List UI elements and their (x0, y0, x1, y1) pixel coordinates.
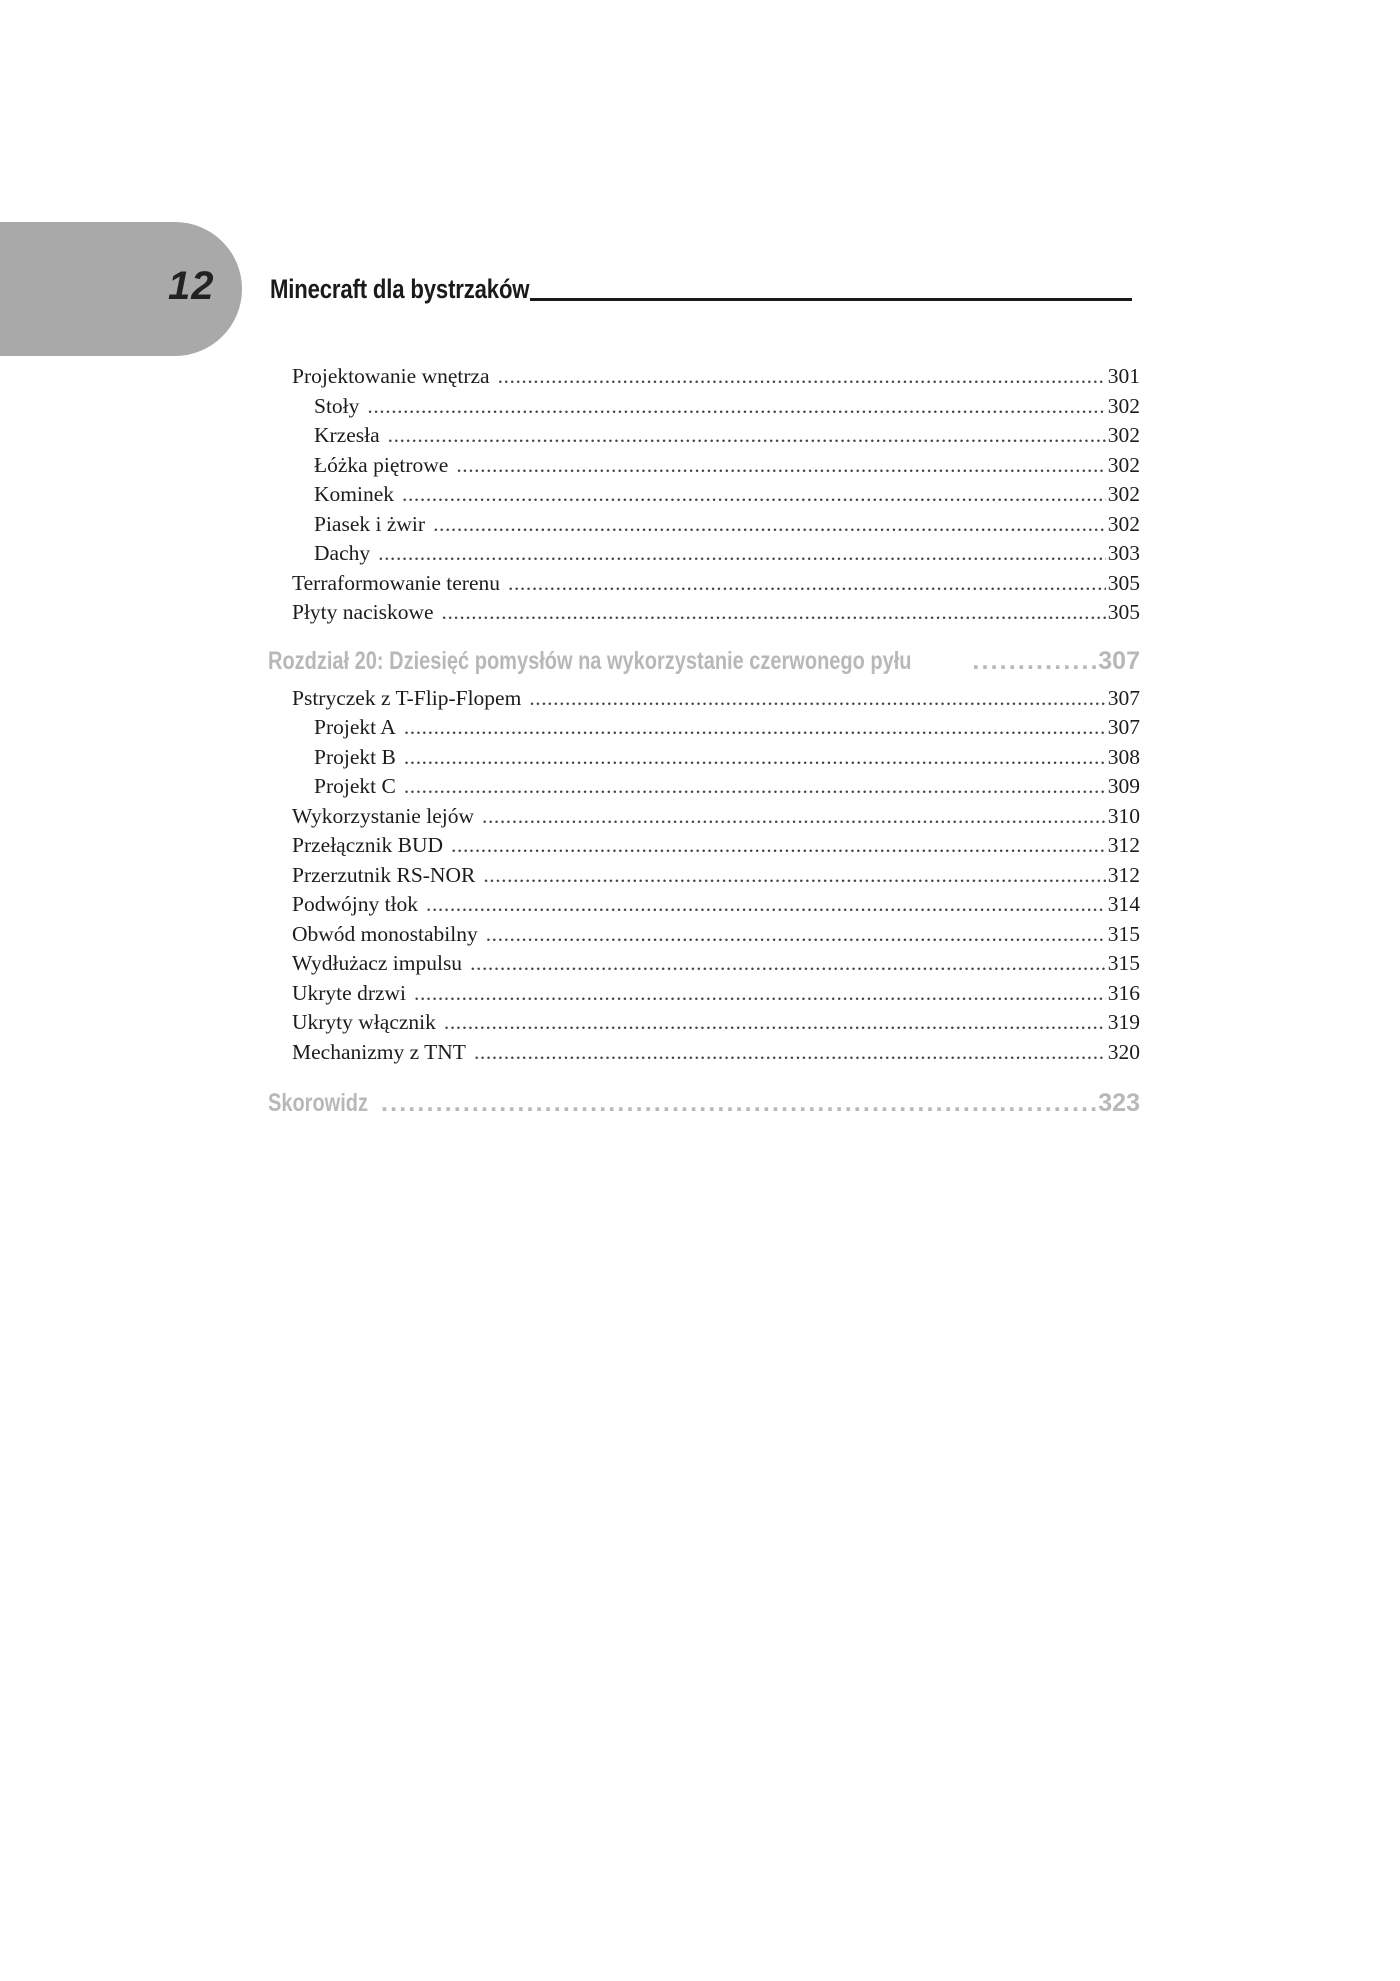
toc-dot-leader (388, 421, 1106, 451)
toc-chapter-page: 307 (1098, 646, 1140, 675)
toc-entry-title: Projekt B (314, 744, 396, 769)
toc-entry-title: Krzesła (314, 423, 380, 447)
toc-entry[interactable] (268, 362, 1140, 392)
toc-entry[interactable] (268, 421, 1140, 451)
toc-entry[interactable] (268, 890, 1140, 920)
toc-entry-page: 305 (1107, 600, 1140, 624)
toc-entry[interactable] (268, 949, 1140, 979)
toc-entry[interactable] (268, 979, 1140, 1009)
toc-chapter-20[interactable] (268, 643, 1140, 680)
toc-entry-title: Przerzutnik RS-NOR (292, 862, 476, 887)
toc-entry-title: Łóżka piętrowe (314, 452, 449, 477)
toc-chapter-title: Rozdział 20: Dziesięć pomysłów na wykorzystanie czerwonego pyłu (268, 646, 912, 675)
toc-dot-leader (498, 362, 1106, 392)
toc-entry[interactable] (268, 743, 1140, 773)
toc-section-interior-design (268, 362, 1140, 628)
toc-dot-leader (451, 831, 1106, 861)
toc-entry-page: 312 (1107, 833, 1140, 857)
header-rule (530, 298, 1132, 301)
toc-dot-leader (508, 569, 1106, 599)
toc-entry-title: Terraformowanie terenu (292, 570, 501, 595)
toc-dot-leader (470, 949, 1106, 979)
toc-dot-leader (404, 772, 1106, 802)
toc-index-page: 323 (1098, 1089, 1140, 1117)
toc-dot-leader (442, 598, 1106, 628)
toc-entry-page: 302 (1107, 482, 1140, 506)
toc-entry-page: 309 (1107, 774, 1140, 798)
toc-dot-leader (483, 861, 1105, 891)
toc-entry-title: Stoły (314, 393, 360, 418)
toc-entry-title: Projekt A (314, 715, 396, 739)
toc-entry[interactable] (268, 392, 1140, 422)
toc-entry-title: Przełącznik BUD (292, 833, 444, 857)
toc-entry[interactable] (268, 684, 1140, 714)
toc-entry[interactable] (268, 539, 1140, 569)
running-title: Minecraft dla bystrzaków (270, 274, 530, 304)
toc-entry-page: 305 (1107, 570, 1140, 595)
toc-entry[interactable] (268, 598, 1140, 628)
toc-entry-title: Projekt C (314, 774, 396, 798)
table-of-contents (268, 362, 1140, 1126)
toc-dot-leader (404, 713, 1106, 743)
toc-dot-leader (381, 1085, 1096, 1122)
toc-entry-title: Projektowanie wnętrza (292, 364, 490, 388)
toc-dot-leader (474, 1038, 1106, 1068)
toc-section-chapter-20 (268, 684, 1140, 1068)
toc-entry-page: 316 (1107, 980, 1140, 1005)
toc-entry-page: 315 (1107, 921, 1140, 946)
toc-entry[interactable] (268, 861, 1140, 891)
toc-entry-title: Podwójny tłok (292, 892, 419, 916)
page-number: 12 (168, 264, 215, 308)
toc-entry[interactable] (268, 480, 1140, 510)
toc-dot-leader (972, 643, 1096, 680)
toc-entry-title: Dachy (314, 541, 371, 565)
toc-entry-page: 307 (1107, 715, 1140, 739)
toc-entry-title: Pstryczek z T-Flip-Flopem (292, 685, 522, 710)
toc-entry-page: 308 (1107, 744, 1140, 769)
toc-entry[interactable] (268, 713, 1140, 743)
toc-entry[interactable] (268, 1038, 1140, 1068)
toc-entry[interactable] (268, 831, 1140, 861)
toc-entry[interactable] (268, 451, 1140, 481)
toc-dot-leader (367, 392, 1105, 422)
toc-entry[interactable] (268, 772, 1140, 802)
toc-index[interactable] (268, 1085, 1140, 1122)
toc-dot-leader (529, 684, 1105, 714)
toc-index-title: Skorowidz (268, 1089, 369, 1117)
toc-entry[interactable] (268, 510, 1140, 540)
toc-entry-page: 301 (1107, 364, 1140, 388)
toc-dot-leader (444, 1008, 1106, 1038)
toc-entry-title: Mechanizmy z TNT (292, 1039, 466, 1064)
toc-dot-leader (456, 451, 1105, 481)
toc-entry-page: 302 (1107, 423, 1140, 447)
toc-dot-leader (404, 743, 1106, 773)
toc-entry-title: Ukryte drzwi (292, 980, 407, 1005)
toc-entry-page: 314 (1107, 892, 1140, 916)
toc-entry-page: 319 (1107, 1010, 1140, 1034)
toc-entry-page: 310 (1107, 803, 1140, 828)
toc-dot-leader (433, 510, 1106, 540)
toc-entry-title: Kominek (314, 482, 395, 506)
toc-dot-leader (402, 480, 1106, 510)
toc-entry-title: Piasek i żwir (314, 511, 426, 536)
toc-dot-leader (426, 890, 1106, 920)
toc-dot-leader (482, 802, 1106, 832)
toc-entry-page: 302 (1107, 511, 1140, 536)
toc-entry-page: 302 (1107, 393, 1140, 418)
toc-entry-title: Wydłużacz impulsu (292, 951, 463, 975)
toc-entry-page: 320 (1107, 1039, 1140, 1064)
toc-entry[interactable] (268, 920, 1140, 950)
toc-dot-leader (486, 920, 1106, 950)
toc-entry-title: Ukryty włącznik (292, 1010, 436, 1034)
toc-entry-page: 315 (1107, 951, 1140, 975)
toc-entry-page: 302 (1107, 452, 1140, 477)
toc-entry[interactable] (268, 1008, 1140, 1038)
toc-dot-leader (378, 539, 1106, 569)
toc-entry-page: 312 (1107, 862, 1140, 887)
toc-dot-leader (414, 979, 1106, 1009)
toc-entry-page: 307 (1107, 685, 1140, 710)
toc-entry[interactable] (268, 802, 1140, 832)
toc-entry-title: Wykorzystanie lejów (292, 803, 474, 828)
toc-entry-title: Obwód monostabilny (292, 921, 478, 946)
toc-entry[interactable] (268, 569, 1140, 599)
toc-entry-title: Płyty naciskowe (292, 600, 434, 624)
toc-entry-page: 303 (1107, 541, 1140, 565)
